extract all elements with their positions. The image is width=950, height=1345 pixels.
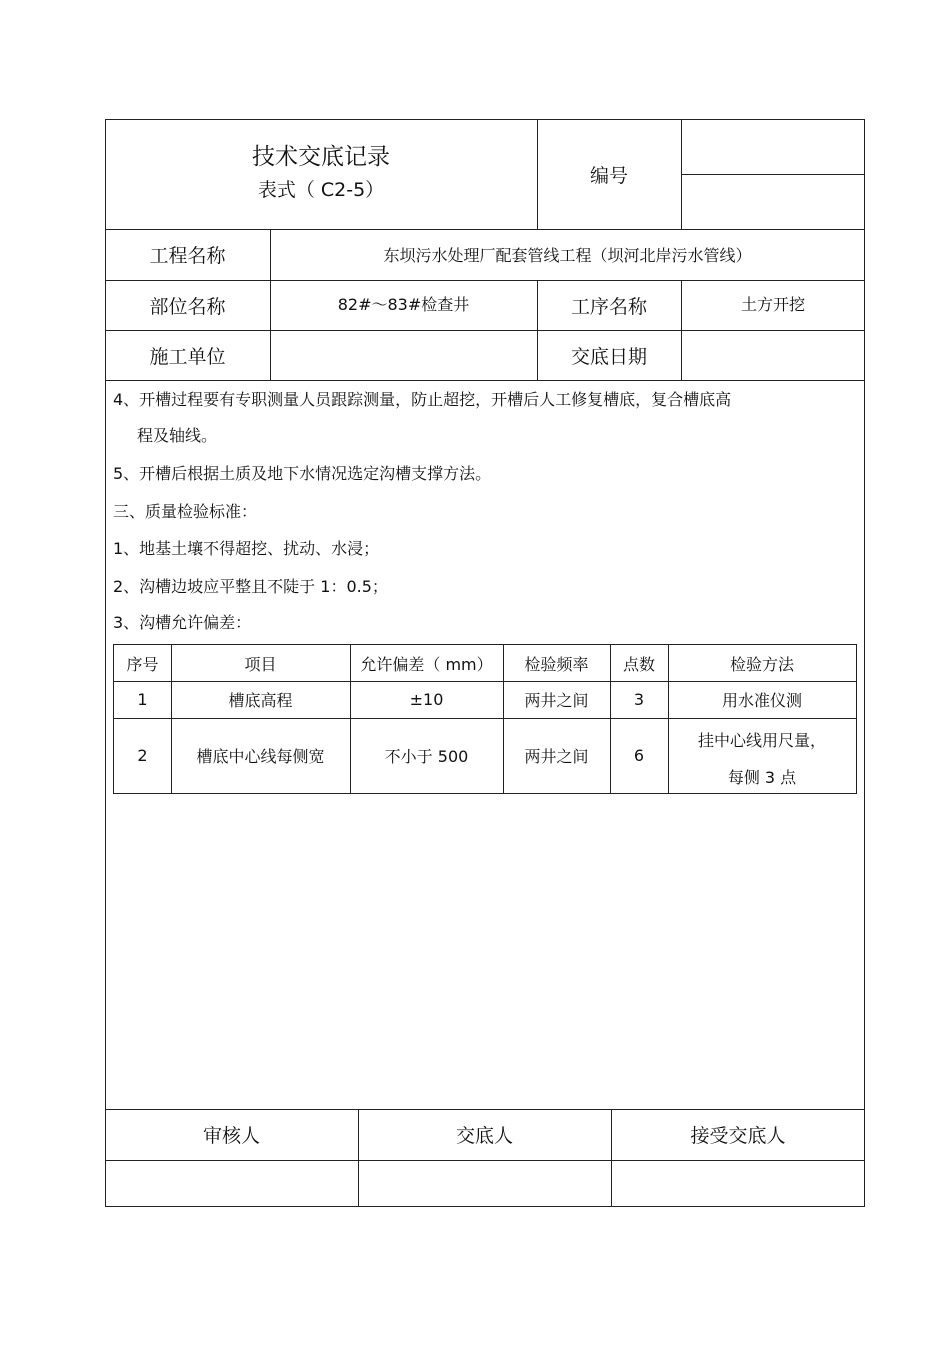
reviewer-label: 审核人 bbox=[202, 1125, 260, 1147]
tolerance-table bbox=[113, 644, 857, 794]
table-header: 点数 bbox=[622, 654, 655, 674]
receiver-label: 接受交底人 bbox=[690, 1125, 786, 1147]
project-label: 工程名称 bbox=[149, 245, 226, 267]
table-header: 项目 bbox=[244, 654, 277, 674]
process-value[interactable]: 土方开挖 bbox=[740, 294, 805, 314]
content-line: 4、开槽过程要有专职测量人员跟踪测量，防止超挖，开槽后人工修复槽底，复合槽底高 bbox=[113, 390, 732, 409]
content-line: 程及轴线。 bbox=[137, 426, 218, 445]
table-cell: 挂中心线用尺量， bbox=[697, 730, 826, 750]
table-cell: 两井之间 bbox=[524, 691, 589, 710]
content-line: 三、质量检验标准： bbox=[113, 502, 258, 521]
table-cell: 6 bbox=[633, 746, 645, 765]
table-cell: 不小于 500 bbox=[384, 747, 469, 766]
part-value[interactable]: 82#～83#检查井 bbox=[337, 294, 470, 314]
project-value[interactable]: 东坝污水处理厂配套管线工程（坝河北岸污水管线） bbox=[383, 246, 752, 265]
table-header: 检验频率 bbox=[524, 654, 589, 674]
table-cell: 1 bbox=[137, 690, 148, 709]
discloser-label: 交底人 bbox=[455, 1125, 513, 1147]
table-header: 允许偏差（ mm） bbox=[360, 654, 493, 674]
content-line: 5、开槽后根据土质及地下水情况选定沟槽支撑方法。 bbox=[113, 464, 492, 483]
number-label: 编号 bbox=[589, 164, 628, 187]
date-label: 交底日期 bbox=[570, 345, 647, 368]
unit-value[interactable] bbox=[270, 330, 537, 380]
content-line: 2、沟槽边坡应平整且不陡于 1：0.5； bbox=[113, 577, 388, 596]
number-field-2[interactable] bbox=[681, 174, 865, 229]
part-label: 部位名称 bbox=[149, 295, 226, 318]
table-cell: 槽底中心线每侧宽 bbox=[196, 747, 325, 766]
content-line: 3、沟槽允许偏差： bbox=[113, 613, 252, 632]
table-cell: 每侧 3 点 bbox=[727, 767, 797, 787]
table-header: 序号 bbox=[126, 654, 159, 674]
unit-label: 施工单位 bbox=[149, 345, 226, 368]
table-cell: 槽底高程 bbox=[228, 691, 293, 710]
date-value[interactable] bbox=[681, 330, 865, 380]
process-label: 工序名称 bbox=[570, 295, 647, 318]
table-cell: ±10 bbox=[409, 690, 444, 709]
content-line: 1、地基土壤不得超挖、扰动、水浸； bbox=[113, 539, 380, 558]
reviewer-signature-field[interactable] bbox=[105, 1160, 358, 1207]
number-field-1[interactable] bbox=[681, 119, 865, 174]
table-cell: 两井之间 bbox=[524, 747, 589, 766]
receiver-signature-field[interactable] bbox=[611, 1160, 865, 1207]
table-cell: 3 bbox=[633, 690, 645, 709]
form-code: 表式（ C2-5） bbox=[257, 178, 385, 201]
table-cell: 用水准仪测 bbox=[721, 691, 802, 710]
form-title: 技术交底记录 bbox=[252, 143, 390, 170]
discloser-signature-field[interactable] bbox=[358, 1160, 611, 1207]
divider bbox=[105, 380, 865, 381]
table-header: 检验方法 bbox=[729, 654, 794, 674]
table-cell: 2 bbox=[137, 746, 148, 765]
